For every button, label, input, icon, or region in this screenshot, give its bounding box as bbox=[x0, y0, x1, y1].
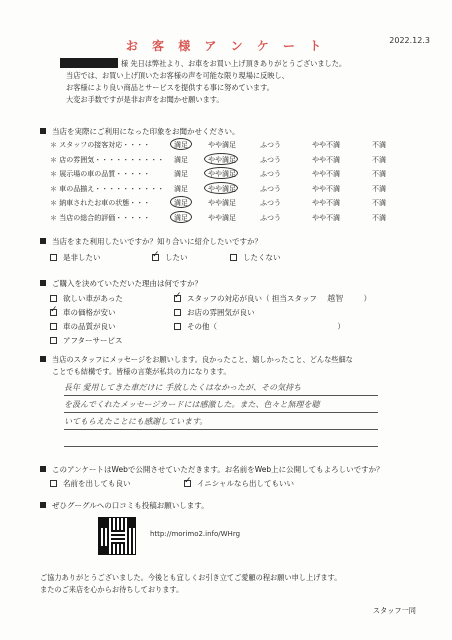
staff-name-handwritten: 越智 bbox=[327, 294, 344, 303]
message-handwriting-line-3: いてもらえたことにも感謝しています。 bbox=[64, 417, 208, 426]
q3-right-option-1[interactable]: お店の雰囲気が良い bbox=[174, 307, 255, 318]
message-rule bbox=[64, 395, 378, 396]
q6-question: ぜひグーグルへの口コミも投稿お願いします。 bbox=[52, 501, 209, 510]
survey-date: 2022.12.3 bbox=[389, 36, 430, 45]
staff-paren-close: ） bbox=[363, 294, 372, 303]
redacted-customer-name bbox=[60, 58, 118, 68]
q2-option-0[interactable]: 是非したい bbox=[50, 252, 101, 263]
rating-option[interactable]: 満足 bbox=[174, 213, 188, 222]
rating-row bbox=[50, 140, 430, 155]
selection-circle-icon bbox=[204, 153, 238, 165]
rating-option[interactable]: やや不満 bbox=[312, 199, 340, 207]
rating-row bbox=[50, 155, 430, 170]
bullet-square-icon bbox=[40, 280, 46, 286]
checkbox-icon[interactable] bbox=[152, 254, 159, 261]
checkbox-icon[interactable] bbox=[50, 480, 57, 487]
message-rule bbox=[64, 446, 378, 447]
rating-row bbox=[50, 169, 430, 184]
q3-left-option-2[interactable]: 車の品質が良い bbox=[50, 321, 116, 332]
survey-title: お 客 様 ア ン ケ ー ト bbox=[125, 39, 327, 53]
q3-heading bbox=[40, 278, 202, 289]
rating-option[interactable]: 不満 bbox=[372, 199, 386, 207]
q3-question: ご購入を決めていただいた理由は何ですか？ bbox=[52, 279, 202, 288]
q1-rating-table bbox=[50, 140, 430, 227]
rating-option[interactable]: 満足 bbox=[174, 155, 188, 164]
message-handwriting-line-2: を汲んでくれたメッセージカードには感激した。また、色々と無理を聴 bbox=[64, 400, 320, 409]
rating-option[interactable]: ふつう bbox=[260, 141, 281, 149]
q5-option-0[interactable]: 名前を出しても良い bbox=[50, 478, 131, 489]
selection-circle-icon bbox=[204, 167, 238, 179]
rating-row bbox=[50, 184, 430, 199]
q5-heading bbox=[40, 464, 384, 475]
bullet-square-icon bbox=[40, 238, 46, 244]
checkbox-icon[interactable] bbox=[50, 337, 57, 344]
rating-option[interactable]: 不満 bbox=[372, 155, 386, 164]
rating-row-label: ＊ 展示場の車の品質・・・・・ bbox=[50, 170, 151, 178]
intro-line-1 bbox=[66, 58, 446, 70]
rating-option[interactable]: ふつう bbox=[260, 199, 281, 207]
checkbox-icon[interactable] bbox=[174, 295, 181, 302]
message-rule bbox=[64, 429, 378, 430]
checkbox-icon[interactable] bbox=[50, 254, 57, 261]
intro-line-4: 大変お手数ですが是非お声をお聞かせ願います。 bbox=[66, 95, 224, 104]
qr-code-icon[interactable] bbox=[98, 517, 136, 555]
q4-prompt-line-2: ことでも結構です。皆様の言葉が私共の力になります。 bbox=[52, 367, 231, 376]
q3-left-option-3[interactable]: アフターサービス bbox=[50, 335, 122, 346]
intro-line-2: 当店では、お買い上げ頂いたお客様の声を可能な限り現場に反映し、 bbox=[66, 71, 289, 80]
message-rule bbox=[64, 412, 378, 413]
rating-option[interactable]: ふつう bbox=[260, 155, 281, 164]
rating-row-label: ＊ 納車されたお車の状態・・・ bbox=[50, 199, 151, 207]
checkbox-icon[interactable] bbox=[230, 254, 237, 261]
rating-option[interactable]: 不満 bbox=[372, 141, 386, 149]
rating-option[interactable]: やや不満 bbox=[312, 141, 340, 149]
intro-text bbox=[66, 58, 446, 106]
rating-row-label: ＊ 車の品揃え・・・・・・・・・・ bbox=[50, 184, 165, 193]
rating-option[interactable]: やや満足 bbox=[208, 155, 236, 164]
checkbox-icon[interactable] bbox=[184, 480, 191, 487]
selection-circle-icon bbox=[170, 211, 192, 223]
q1-question: 当店を実際にご利用になった印象をお聞かせください。 bbox=[52, 127, 240, 136]
bullet-square-icon bbox=[40, 502, 46, 508]
checkbox-icon[interactable] bbox=[50, 295, 57, 302]
q4-prompt-line-1: 当店のスタッフにメッセージをお願いします。良かったこと、嬉しかったこと、どんな些細な bbox=[52, 355, 353, 364]
q4-heading bbox=[40, 354, 440, 378]
rating-option[interactable]: やや満足 bbox=[208, 213, 236, 222]
rating-option[interactable]: 満足 bbox=[174, 184, 188, 193]
rating-row-label: ＊ 店の雰囲気・・・・・・・・・・ bbox=[50, 155, 165, 164]
rating-row-label: ＊ 当店の総合的評価・・・・・ bbox=[50, 213, 151, 222]
rating-option[interactable]: やや満足 bbox=[208, 184, 236, 193]
checkbox-icon[interactable] bbox=[174, 309, 181, 316]
rating-option[interactable]: やや満足 bbox=[208, 199, 236, 207]
q2-heading bbox=[40, 236, 262, 247]
rating-option[interactable]: 不満 bbox=[372, 213, 386, 222]
rating-option[interactable]: やや不満 bbox=[312, 184, 340, 193]
rating-option[interactable]: 満足 bbox=[174, 141, 188, 149]
closing-line-1: ご協力ありがとうございました。今後とも宜しくお引き立てご愛顧の程お願い申し上げます。 bbox=[40, 573, 342, 582]
checkbox-icon[interactable] bbox=[174, 323, 181, 330]
rating-option[interactable]: ふつう bbox=[260, 170, 281, 178]
message-handwriting-line-1: 長年 愛用してきた車だけに 手放したくはなかったが、その気持ち bbox=[64, 383, 302, 392]
rating-option[interactable]: ふつう bbox=[260, 184, 281, 193]
q5-option-1[interactable]: ✓ イニシャルなら出してもいい bbox=[184, 478, 294, 489]
bullet-square-icon bbox=[40, 128, 46, 134]
q2-question: 当店をまた利用したいですか？知り合いに紹介したいですか？ bbox=[52, 237, 262, 246]
bullet-square-icon bbox=[40, 356, 46, 362]
rating-option[interactable]: やや満足 bbox=[208, 141, 236, 149]
q3-left-option-0[interactable]: 欲しい車があった bbox=[50, 293, 123, 304]
q2-option-1[interactable]: ✓ したい bbox=[152, 252, 188, 263]
rating-option[interactable]: やや不満 bbox=[312, 213, 340, 222]
selection-circle-icon bbox=[170, 196, 192, 208]
signoff: スタッフ一同 bbox=[372, 606, 416, 615]
rating-row bbox=[50, 213, 430, 228]
rating-option[interactable]: やや不満 bbox=[312, 170, 340, 178]
q3-right-option-2[interactable]: その他（ ） bbox=[174, 321, 345, 332]
rating-option[interactable]: やや満足 bbox=[208, 170, 236, 178]
rating-option[interactable]: 満足 bbox=[174, 199, 188, 207]
rating-option[interactable]: 不満 bbox=[372, 184, 386, 193]
q3-left-option-1[interactable]: ✓車の価格が安い bbox=[50, 307, 116, 318]
bullet-square-icon bbox=[40, 466, 46, 472]
rating-option[interactable]: 満足 bbox=[174, 170, 188, 178]
review-url-link[interactable]: http://morimo2.info/WHrg bbox=[150, 530, 241, 538]
other-paren-close: ） bbox=[337, 322, 345, 331]
rating-row bbox=[50, 198, 430, 213]
checkbox-icon[interactable] bbox=[50, 323, 57, 330]
q6-heading bbox=[40, 500, 209, 511]
rating-row-label: ＊ スタッフの接客対応・・・・ bbox=[50, 141, 151, 149]
rating-option[interactable]: やや不満 bbox=[312, 155, 340, 164]
q5-question: このアンケートはWebで公開させていただきます。お名前をWeb上に公開してもよろしいですか？ bbox=[52, 465, 384, 474]
closing-text bbox=[40, 572, 341, 596]
checkbox-icon[interactable] bbox=[50, 309, 57, 316]
rating-option[interactable]: 不満 bbox=[372, 170, 386, 178]
intro-line-3: お客様により良い商品とサービスを提供する事に努めています。 bbox=[66, 83, 274, 92]
selection-circle-icon bbox=[170, 138, 192, 150]
selection-circle-icon bbox=[204, 182, 238, 194]
q3-right-option-0[interactable]: ✓スタッフの対応が良い（ 担当スタッフ 越智 ） bbox=[174, 293, 371, 304]
closing-line-2: またのご来店を心からお待ちしております。 bbox=[40, 585, 184, 594]
q2-option-2[interactable]: したくない bbox=[230, 252, 281, 263]
rating-option[interactable]: ふつう bbox=[260, 213, 281, 222]
q1-heading bbox=[40, 126, 240, 137]
intro-line-1-text: 様 先日は弊社より、お車をお買い上げ頂きありがとうございました。 bbox=[121, 59, 347, 68]
